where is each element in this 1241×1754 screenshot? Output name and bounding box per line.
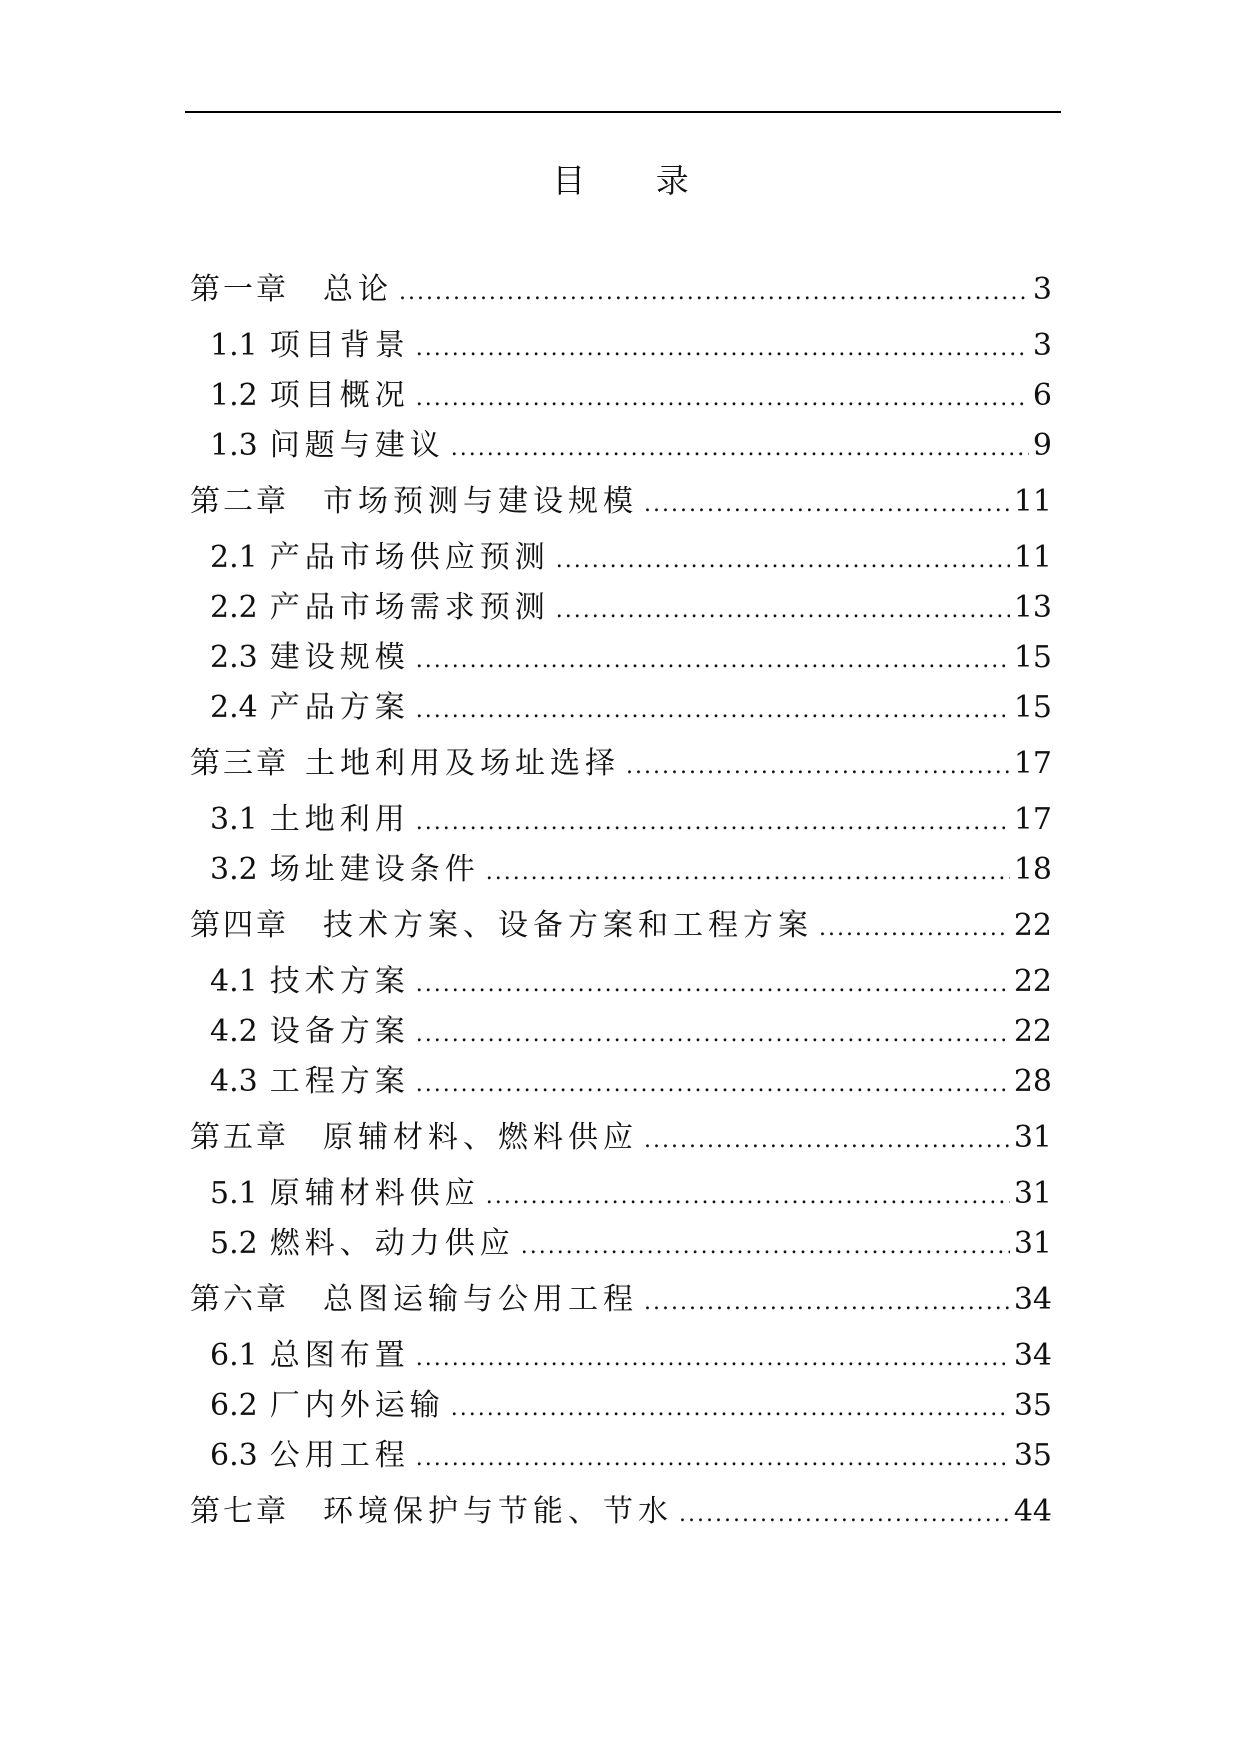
dot-leader [416,636,1010,686]
dot-leader [416,1334,1010,1384]
dot-leader [679,1490,1010,1540]
entry-title: 设备方案 [269,1014,410,1049]
toc-section-entry[interactable] [190,1007,1052,1057]
table-of-contents [190,265,1052,1543]
entry-title: 厂内外运输 [269,1388,445,1423]
entry-title: 产品市场需求预测 [269,590,550,625]
entry-title: 问题与建议 [269,428,445,463]
dot-leader [451,1384,1010,1434]
section-number: 6.2 [210,1388,258,1423]
page-number: 35 [1013,1388,1052,1423]
section-number: 1.2 [210,378,258,413]
toc-section-entry[interactable] [190,321,1052,371]
dot-leader [416,374,1029,424]
entry-title: 燃料、动力供应 [269,1226,515,1261]
section-number: 2.2 [210,590,258,625]
section-number: 4.3 [210,1064,258,1099]
page-number: 13 [1013,590,1052,625]
toc-section-entry[interactable] [190,421,1052,471]
section-number: 3.1 [210,802,258,837]
page-number: 9 [1032,428,1052,463]
entry-title: 总图运输与公用工程 [323,1282,638,1317]
toc-section-entry[interactable] [190,533,1052,583]
section-number: 2.4 [210,690,258,725]
toc-title: 目 录 [552,161,719,200]
toc-section-entry[interactable] [190,1219,1052,1269]
toc-chapter-entry[interactable] [190,1113,1052,1163]
dot-leader [521,1222,1010,1272]
toc-section-entry[interactable] [190,1057,1052,1107]
entry-title: 项目概况 [269,378,410,413]
section-number: 5.2 [210,1226,258,1261]
entry-title: 环境保护与节能、节水 [323,1494,673,1529]
dot-leader [644,1278,1010,1328]
page-number: 11 [1013,540,1052,575]
page-number: 44 [1013,1494,1052,1529]
page-number: 15 [1013,640,1052,675]
page-number: 15 [1013,690,1052,725]
entry-title: 技术方案、设备方案和工程方案 [323,908,813,943]
dot-leader [416,1060,1010,1110]
section-number: 6.1 [210,1338,258,1373]
header-rule [185,111,1061,113]
toc-section-entry[interactable] [190,371,1052,421]
section-number: 3.2 [210,852,258,887]
page-number: 22 [1013,908,1052,943]
dot-leader [486,848,1010,898]
entry-title: 建设规模 [269,640,410,675]
toc-section-entry[interactable] [190,845,1052,895]
chapter-number: 第二章 [190,484,289,519]
dot-leader [556,586,1010,636]
toc-section-entry[interactable] [190,1431,1052,1481]
section-number: 6.3 [210,1438,258,1473]
entry-title: 工程方案 [269,1064,410,1099]
dot-leader [451,424,1029,474]
page-number: 18 [1013,852,1052,887]
page-number: 6 [1032,378,1052,413]
entry-title: 产品方案 [269,690,410,725]
page-number: 3 [1032,272,1052,307]
toc-section-entry[interactable] [190,1331,1052,1381]
dot-leader [626,742,1010,792]
toc-chapter-entry[interactable] [190,901,1052,951]
dot-leader [416,960,1010,1010]
entry-title: 原辅材料供应 [269,1176,480,1211]
toc-chapter-entry[interactable] [190,477,1052,527]
page-number: 31 [1013,1176,1052,1211]
dot-leader [416,686,1010,736]
dot-leader [416,1010,1010,1060]
chapter-number: 第七章 [190,1494,289,1529]
section-number: 5.1 [210,1176,258,1211]
page-number: 22 [1013,964,1052,999]
dot-leader [819,904,1010,954]
entry-title: 场址建设条件 [269,852,480,887]
dot-leader [556,536,1010,586]
page-number: 11 [1013,484,1052,519]
dot-leader [399,268,1029,318]
toc-chapter-entry[interactable] [190,1487,1052,1537]
entry-title: 土地利用 [269,802,410,837]
toc-chapter-entry[interactable] [190,739,1052,789]
section-number: 4.2 [210,1014,258,1049]
chapter-number: 第四章 [190,908,289,943]
section-number: 4.1 [210,964,258,999]
dot-leader [416,1434,1010,1484]
page-number: 31 [1013,1226,1052,1261]
toc-chapter-entry[interactable] [190,1275,1052,1325]
page-number: 17 [1013,746,1052,781]
toc-section-entry[interactable] [190,795,1052,845]
section-number: 2.1 [210,540,258,575]
dot-leader [416,798,1010,848]
chapter-number: 第五章 [190,1120,289,1155]
page-number: 3 [1032,328,1052,363]
page-number: 34 [1013,1338,1052,1373]
toc-section-entry[interactable] [190,957,1052,1007]
entry-title: 市场预测与建设规模 [323,484,638,519]
dot-leader [644,480,1010,530]
entry-title: 技术方案 [269,964,410,999]
page-number: 22 [1013,1014,1052,1049]
dot-leader [644,1116,1010,1166]
entry-title: 总论 [323,272,393,307]
chapter-number: 第一章 [190,272,289,307]
entry-title: 原辅材料、燃料供应 [323,1120,638,1155]
toc-section-entry[interactable] [190,583,1052,633]
dot-leader [486,1172,1010,1222]
page-number: 31 [1013,1120,1052,1155]
entry-title: 项目背景 [269,328,410,363]
page-number: 28 [1013,1064,1052,1099]
toc-section-entry[interactable] [190,633,1052,683]
toc-chapter-entry[interactable] [190,265,1052,315]
page-number: 34 [1013,1282,1052,1317]
dot-leader [416,324,1029,374]
page-number: 17 [1013,802,1052,837]
toc-section-entry[interactable] [190,1169,1052,1219]
chapter-number: 第六章 [190,1282,289,1317]
page-number: 35 [1013,1438,1052,1473]
entry-title: 土地利用及场址选择 [305,746,620,781]
chapter-number: 第三章 [190,746,289,781]
entry-title: 公用工程 [269,1438,410,1473]
toc-section-entry[interactable] [190,683,1052,733]
entry-title: 总图布置 [269,1338,410,1373]
toc-section-entry[interactable] [190,1381,1052,1431]
entry-title: 产品市场供应预测 [269,540,550,575]
section-number: 1.3 [210,428,258,463]
section-number: 1.1 [210,328,258,363]
section-number: 2.3 [210,640,258,675]
